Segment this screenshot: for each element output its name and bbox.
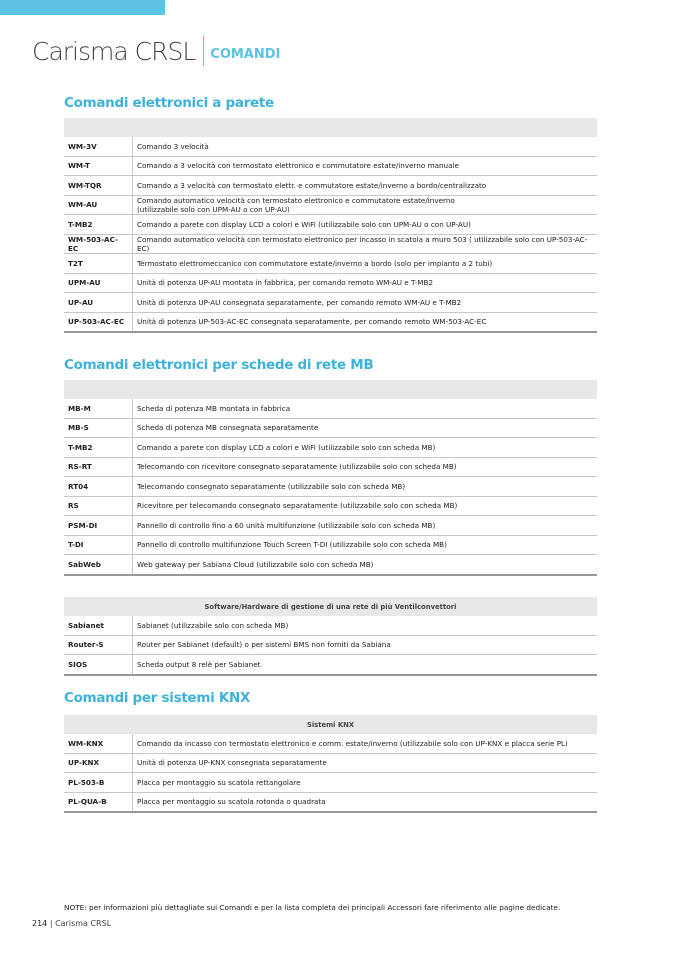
page-number: 214 [32,919,48,928]
title-divider [203,36,204,66]
product-description: Comando a parete con display LCD a colori e WiFi (utilizzabile solo con UPM-AU o con UP-AU) [133,215,598,235]
product-description: Unità di potenza UP-503-AC-EC consegnata separatamente, per comando remoto WM-503-AC-EC [133,312,598,332]
product-code: T-DI [64,535,133,555]
product-table [64,380,597,576]
product-code: UP-503-AC-EC [64,312,133,332]
product-code: Router-S [64,635,133,655]
table-header [64,118,597,137]
table-row [64,156,597,176]
section-title: Comandi per sistemi KNX [64,690,251,706]
product-code: WM-AU [64,195,133,215]
product-code: SIOS [64,655,133,675]
product-table [64,715,597,813]
product-description: Placca per montaggio su scatola rettangolare [133,773,598,793]
product-code: PL-QUA-B [64,792,133,812]
product-description: Scheda output 8 relè per Sabianet [133,655,598,675]
product-code: PSM-DI [64,516,133,536]
table-row [64,176,597,196]
product-description: Termostato elettromeccanico con commutatore estate/inverno a bordo (solo per impianto a 2 tubi) [133,254,598,274]
table-row [64,399,597,418]
product-description: Unità di potenza UP-AU consegnata separatamente, per comando remoto WM-AU e T-MB2 [133,293,598,313]
product-description: Comando a 3 velocità con termostato elettr. e commutatore estate/inverno a bordo/centralizzato [133,176,598,196]
top-accent-bar [0,0,165,15]
table-row [64,254,597,274]
product-description: Sabianet (utilizzabile solo con scheda MB) [133,616,598,635]
table-row [64,616,597,635]
section-title: Comandi elettronici a parete [64,95,274,111]
product-description: Telecomando consegnato separatamente (utilizzabile solo con scheda MB) [133,477,598,497]
product-description: Web gateway per Sabiana Cloud (utilizzabile solo con scheda MB) [133,555,598,575]
table-header: Software/Hardware di gestione di una rete di più Ventilconvettori [64,597,597,616]
product-code: RS [64,496,133,516]
table-row [64,137,597,156]
table-row [64,293,597,313]
product-description: Router per Sabianet (default) o per sistemi BMS non forniti da Sabiana [133,635,598,655]
product-code: UPM-AU [64,273,133,293]
product-description: Comando automatico velocità con termostato elettronico per incasso in scatola a muro 503 ( utilizzabile solo con UP-503-AC-EC) [133,234,598,254]
product-description: Pannello di controllo multifunzione Touch Screen T-DI (utilizzabile solo con scheda MB) [133,535,598,555]
product-description: Comando da incasso con termostato elettronico e comm. estate/inverno (utilizzabile solo con UP-KNX e placca serie PL) [133,734,598,753]
product-code: MB-S [64,418,133,438]
product-code: SabWeb [64,555,133,575]
product-description: Comando a 3 velocità con termostato elettronico e commutatore estate/inverno manuale [133,156,598,176]
table-row [64,655,597,675]
table-row [64,516,597,536]
product-description: Comando 3 velocità [133,137,598,156]
product-code: T2T [64,254,133,274]
product-code: MB-M [64,399,133,418]
product-code: T-MB2 [64,438,133,458]
product-name: Carisma CRSL [32,36,196,66]
page-title [32,36,280,66]
table-row [64,535,597,555]
section-title: Comandi elettronici per schede di rete MB [64,357,374,373]
product-description: Telecomando con ricevitore consegnato separatamente (utilizzabile solo con scheda MB) [133,457,598,477]
table-row [64,312,597,332]
product-description: Comando automatico velocità con termostato elettronico e commutatore estate/inverno (utilizzabile solo con UPM-AU o con UP-AU) [133,195,598,215]
table-row [64,496,597,516]
section-name: COMANDI [210,46,281,62]
product-description: Ricevitore per telecomando consegnato separatamente (utilizzabile solo con scheda MB) [133,496,598,516]
table-row [64,195,597,215]
product-code: WM-T [64,156,133,176]
product-code: RS-RT [64,457,133,477]
product-code: PL-503-B [64,773,133,793]
footnote: NOTE: per informazioni più dettagliate sui Comandi e per la lista completa dei principali Accessori fare riferimento alle pagine dedicate. [64,903,561,912]
table-row [64,418,597,438]
table-row [64,635,597,655]
page-footer: 214 | Carisma CRSL [32,919,112,928]
product-table [64,118,597,333]
table-row [64,792,597,812]
footer-label: Carisma CRSL [55,919,112,928]
product-description: Placca per montaggio su scatola rotonda o quadrata [133,792,598,812]
product-code: UP-AU [64,293,133,313]
product-description: Unità di potenza UP-AU montata in fabbrica, per comando remoto WM-AU e T-MB2 [133,273,598,293]
table-header [64,380,597,399]
product-description: Scheda di potenza MB consegnata separatamente [133,418,598,438]
product-description: Scheda di potenza MB montata in fabbrica [133,399,598,418]
product-code: WM-503-AC-EC [64,234,133,254]
product-code: WM-3V [64,137,133,156]
product-description: Comando a parete con display LCD a colori e WiFi (utilizzabile solo con scheda MB) [133,438,598,458]
table-row [64,477,597,497]
product-code: T-MB2 [64,215,133,235]
table-row [64,234,597,254]
table-row [64,457,597,477]
product-description: Pannello di controllo fino a 60 unità multifunzione (utilizzabile solo con scheda MB) [133,516,598,536]
table-row [64,215,597,235]
product-code: WM-KNX [64,734,133,753]
table-row [64,753,597,773]
product-code: RT04 [64,477,133,497]
product-code: UP-KNX [64,753,133,773]
table-row [64,438,597,458]
table-row [64,273,597,293]
table-row [64,773,597,793]
table-row [64,734,597,753]
product-description: Unità di potenza UP-KNX consegnata separatamente [133,753,598,773]
product-code: WM-TQR [64,176,133,196]
product-table [64,597,597,676]
table-row [64,555,597,575]
product-code: Sabianet [64,616,133,635]
table-header: Sistemi KNX [64,715,597,734]
